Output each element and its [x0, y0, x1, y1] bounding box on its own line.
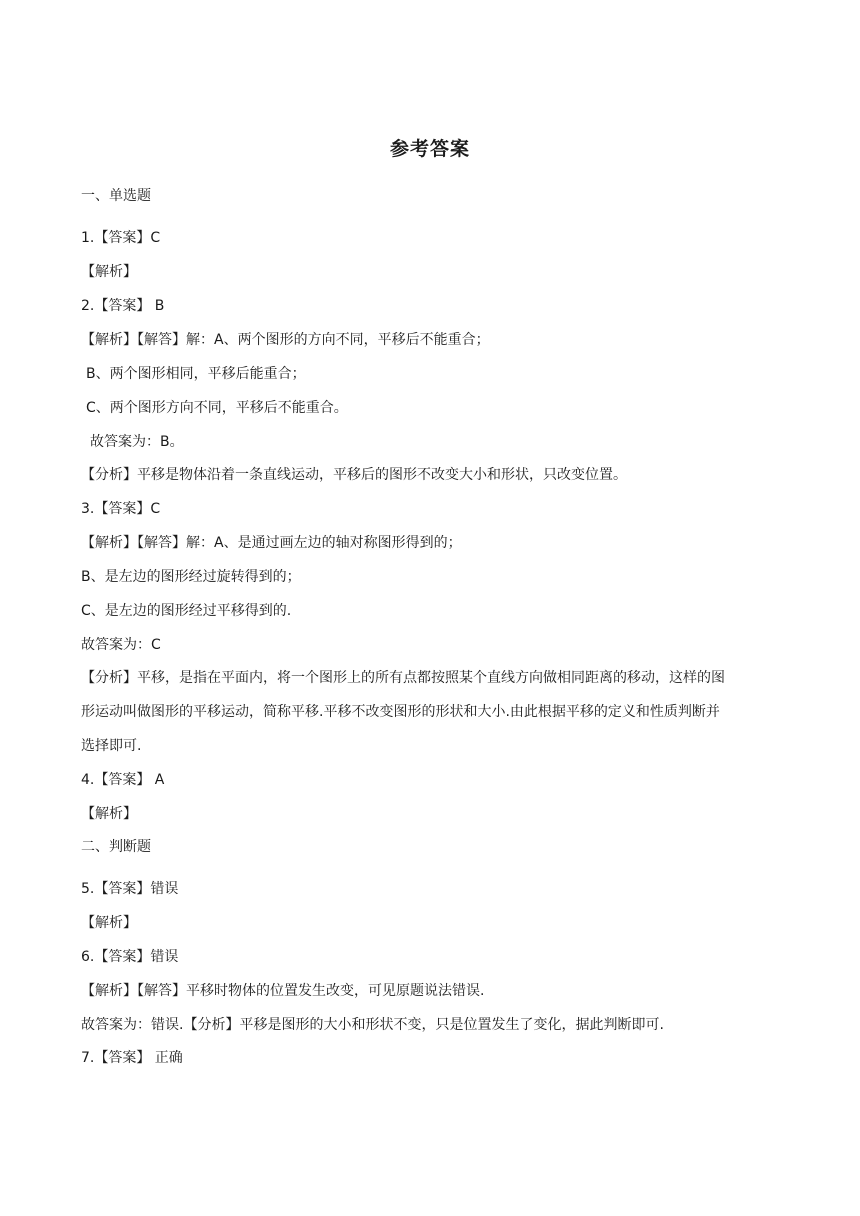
- section-heading-true-false: 二、判断题: [81, 839, 151, 855]
- analysis-line-q3: 【解析】【解答】解：A、是通过画左边的轴对称图形得到的；: [81, 535, 462, 551]
- answer-line-q7: 7.【答案】 正确: [81, 1050, 183, 1066]
- answer-line-q5: 5.【答案】错误: [81, 881, 179, 897]
- analysis-line-q6: 【解析】【解答】平移时物体的位置发生改变，可见原题说法错误.: [81, 983, 485, 999]
- conclusion-line-q2: 故答案为：B。: [90, 434, 184, 450]
- answer-line-q6: 6.【答案】错误: [81, 949, 179, 965]
- analysis-line-q2: 【解析】【解答】解：A、两个图形的方向不同，平移后不能重合；: [81, 332, 490, 348]
- explanation-line-q2: 【分析】平移是物体沿着一条直线运动，平移后的图形不改变大小和形状，只改变位置。: [81, 467, 627, 483]
- analysis-line-q1: 【解析】: [81, 264, 137, 280]
- answer-line-q1: 1.【答案】C: [81, 230, 161, 246]
- analysis-line-q2-b: B、两个图形相同，平移后能重合；: [86, 366, 306, 382]
- analysis-line-q2-c: C、两个图形方向不同，平移后不能重合。: [86, 400, 348, 416]
- analysis-line-q3-c: C、是左边的图形经过平移得到的.: [81, 603, 292, 619]
- answer-line-q2: 2.【答案】 B: [81, 298, 165, 314]
- conclusion-line-q3: 故答案为：C: [81, 637, 161, 653]
- answer-line-q4: 4.【答案】 A: [81, 772, 165, 788]
- explanation-line-q3-part3: 选择即可.: [81, 738, 142, 754]
- analysis-line-q3-b: B、是左边的图形经过旋转得到的；: [81, 569, 301, 585]
- analysis-line-q4: 【解析】: [81, 806, 137, 822]
- explanation-line-q3-part1: 【分析】平移，是指在平面内，将一个图形上的所有点都按照某个直线方向做相同距离的移动，这样的图: [81, 670, 725, 686]
- explanation-line-q3-part2: 形运动叫做图形的平移运动，简称平移.平移不改变图形的形状和大小.由此根据平移的定义和性质判断并: [81, 704, 720, 720]
- answer-line-q3: 3.【答案】C: [81, 501, 161, 517]
- page-title: 参考答案: [389, 138, 470, 160]
- analysis-line-q5: 【解析】: [81, 915, 137, 931]
- conclusion-line-q6: 故答案为：错误.【分析】平移是图形的大小和形状不变，只是位置发生了变化，据此判断即可.: [81, 1017, 664, 1033]
- section-heading-single-choice: 一、单选题: [81, 188, 151, 204]
